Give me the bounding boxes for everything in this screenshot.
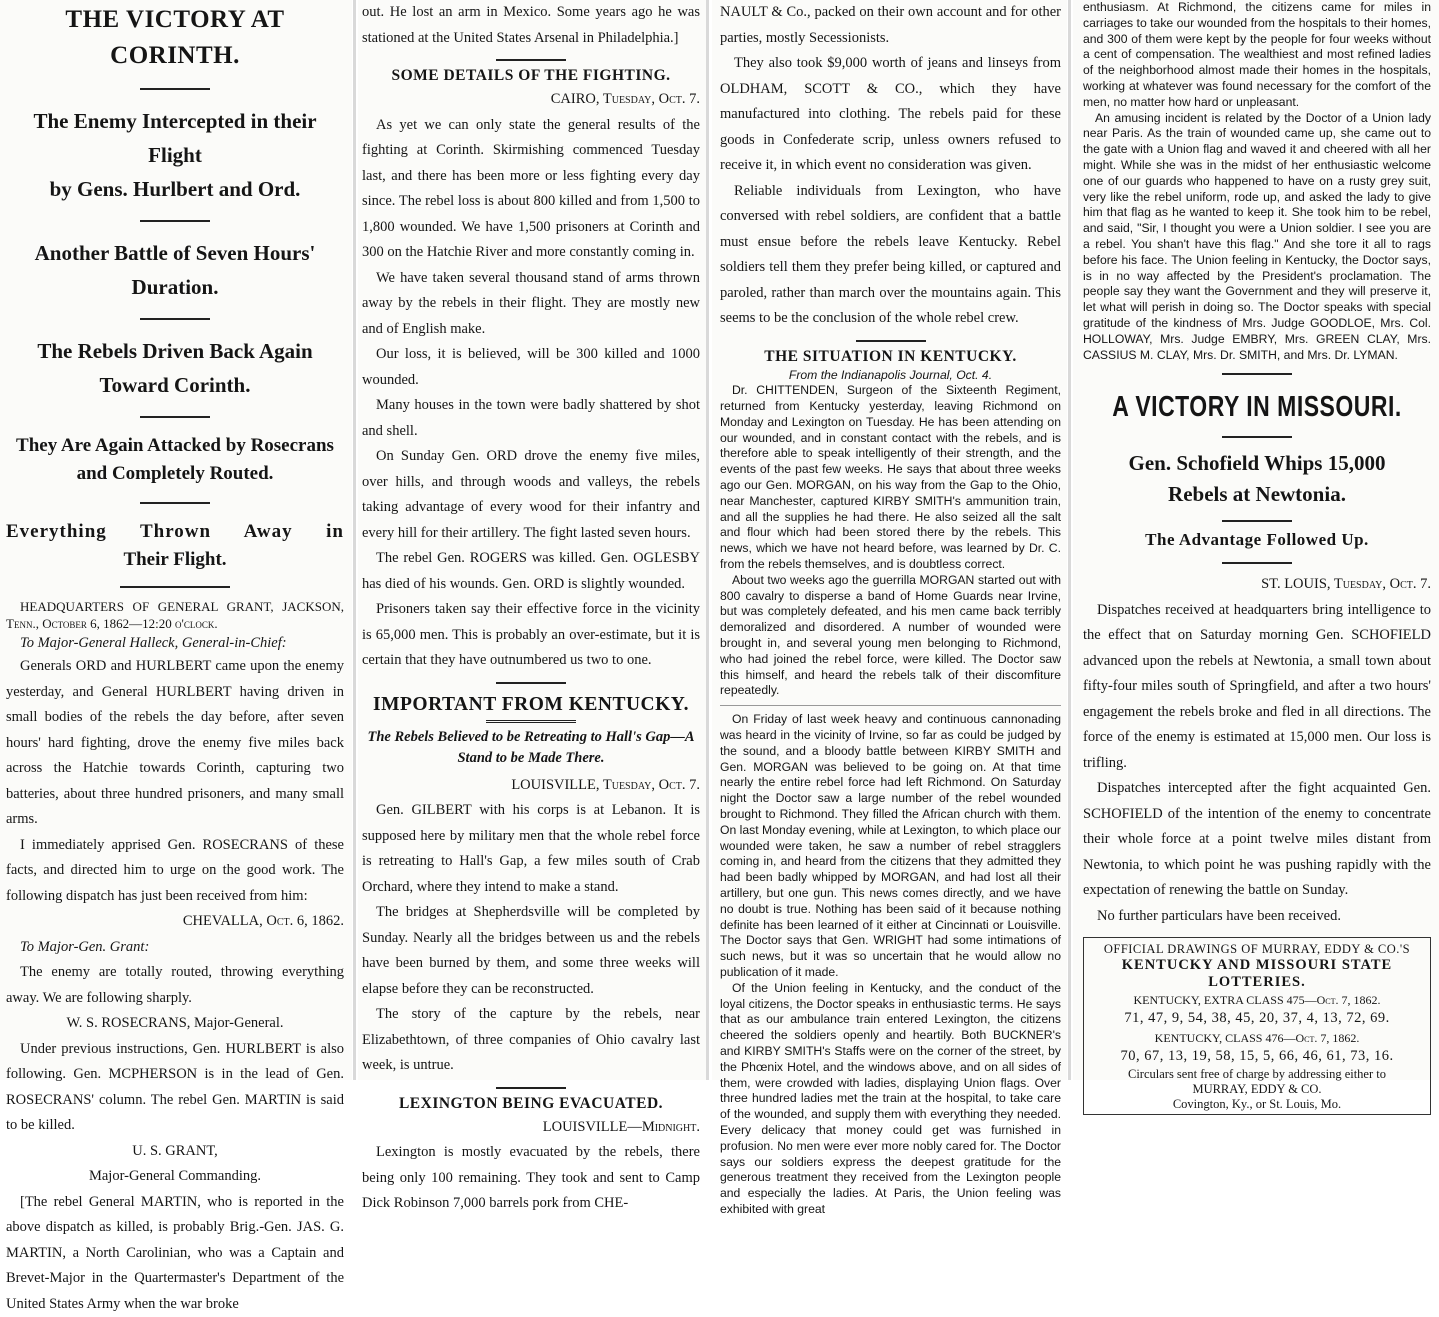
paragraph: Dr. CHITTENDEN, Surgeon of the Sixteenth Regiment, returned from Kentucky yesterday, leaving Richmond on Monday and Lexington on Tuesday. He has been attending on our wounded, and in constant contact with the rebels, and is therefore able to speak intelligently of their strength, and the events of the past few weeks. He says that about three weeks ago our Gen. MORGAN, on his way from the Gap to the Ohio, near Manchester, captured KIRBY SMITH's ammunition train, and all the supplies he had there. He also seized all the salt and flour which had been stored there by the rebels. This news, which we have not heard before, was learned by Dr. C. from the rebels themselves, and is doubtless correct. — [720, 383, 1061, 573]
paragraph: Gen. GILBERT with his corps is at Lebanon. It is supposed here by military men that the whole rebel force is retreating to Hall's Gap, a few miles south of Crab Orchard, where they intend to make a stand. — [362, 798, 700, 900]
deck-line: The Enemy Intercepted in their Flight — [33, 109, 316, 167]
paragraph: Dispatches intercepted after the fight acquainted Gen. SCHOFIELD of the intention of the enemy to concentrate their whole force at a point twelve miles distant from Newtonia, to which point he was pushing rapidly with the expectation of renewing the battle on Sunday. — [1083, 776, 1431, 904]
column-missouri — [1073, 0, 1439, 1080]
signature-grant-title: Major-General Commanding. — [6, 1164, 344, 1190]
deck-their-flight: Their Flight. — [6, 546, 344, 574]
rule — [120, 586, 230, 588]
rule — [1222, 562, 1292, 564]
paragraph: out. He lost an arm in Mexico. Some years ago he was stationed at the United States Arsenal in Philadelphia.] — [362, 0, 700, 51]
headline-important-kentucky: IMPORTANT FROM KENTUCKY. — [362, 694, 700, 716]
salutation-grant: To Major-Gen. Grant: — [6, 935, 344, 961]
deck-line: The Rebels Driven Back Again — [37, 339, 312, 363]
deck-line: They Are Again Attacked by Rosecrans — [16, 435, 334, 456]
column-divider — [353, 0, 356, 1080]
deck-line: by Gens. Hurlbert and Ord. — [50, 177, 301, 201]
lottery-title-2: LOTTERIES. — [1090, 974, 1424, 991]
dateline-st-louis: ST. LOUIS, Tuesday, Oct. 7. — [1083, 572, 1431, 598]
column-divider — [706, 0, 709, 1080]
rule — [140, 318, 210, 320]
column-divider — [1068, 0, 1071, 1080]
signature-rosecrans: W. S. ROSECRANS, Major-General. — [6, 1011, 344, 1037]
rule — [140, 220, 210, 222]
rule — [1222, 373, 1292, 375]
deck-line: Rebels at Newtonia. — [1168, 482, 1346, 506]
paragraph: We have taken several thousand stand of arms thrown away by the rebels in their flight. They are mostly new and of English make. — [362, 266, 700, 343]
paragraph: No further particulars have been received. — [1083, 904, 1431, 930]
deck-line: Toward Corinth. — [100, 373, 251, 397]
dateline-louisville: LOUISVILLE, Tuesday, Oct. 7. — [362, 773, 700, 799]
paragraph: The story of the capture by the rebels, near Elizabethtown, of three companies of Ohio cavalry last week, is untrue. — [362, 1002, 700, 1079]
dateline-louisville-midnight: LOUISVILLE—Midnight. — [362, 1115, 700, 1141]
rule — [1222, 520, 1292, 522]
column-details — [358, 0, 706, 1080]
rule — [496, 59, 566, 61]
lottery-header: OFFICIAL DRAWINGS OF MURRAY, EDDY & CO.'S — [1090, 942, 1424, 957]
column-corinth — [0, 0, 352, 1080]
paragraph: An amusing incident is related by the Doctor of a Union lady near Paris. As the train of wounded came up, she came out to the gate with a Union flag and waved it and cheered with all her might. While she was in the midst of her enthusiastic welcome one of our guards who happened to have on a rusty grey suit, very like the rebel uniform, rode up, and asked the lady to give him that flag as he wanted to keep it. She took him to be rebel, and said, "Sir, I thought you were a Union soldier. I see you are a rebel. You shan't have this flag." And she tore it all to rags before his face. The Union feeling in Kentucky, the Doctor says, is in no way affected by the President's proclamation. The people say they want the Government and they will preserve it, let what will perish in doing so. The Doctor speaks with special gratitude of the kindness of Mrs. Judge GOODLOE, Mrs. Col. HOLLOWAY, Mrs. Judge EMBRY, Mrs. GREEN CLAY, Mrs. CASSIUS M. CLAY, Mrs. Dr. SMITH, and Mrs. Dr. LYMAN. — [1083, 111, 1431, 364]
lottery-firm: MURRAY, EDDY & CO. — [1090, 1082, 1424, 1097]
deck-seven-hours — [6, 236, 344, 304]
headline-lexington-evacuated: LEXINGTON BEING EVACUATED. — [362, 1095, 700, 1113]
paragraph: Lexington is mostly evacuated by the rebels, there being only 100 remaining. They took and sent to Camp Dick Robinson 7,000 barrels pork from CHE- — [362, 1140, 700, 1217]
paragraph: They also took $9,000 worth of jeans and linseys from OLDHAM, SCOTT & CO., which they have manufactured into clothing. The rebels paid for these goods in Confederate scrip, unless owners refused to receive it, in which event no consideration was given. — [720, 51, 1061, 179]
paragraph: Prisoners taken say their effective force in the vicinity is 65,000 men. This is probably an over-estimate, but it is certain that they have outnumbered us two to one. — [362, 597, 700, 674]
paragraph: Dispatches received at headquarters bring intelligence to the effect that on Saturday morning Gen. SCHOFIELD advanced upon the rebels at Newtonia, a small town about fifty-four miles south of Springfield, and after a two hours' engagement the rebels broke and fled in all directions. The force of the enemy is estimated at 15,000 men. Our loss is trifling. — [1083, 598, 1431, 777]
paragraph: About two weeks ago the guerrilla MORGAN started out with 800 cavalry to disperse a band of Home Guards near Irvine, but was completely defeated, and his men came back terribly demoralized and disordered. A number of wounded were brought in, and several young men belonging to Richmond, who had joined the rebel force, were killed. The Doctor saw this himself, and heard the rebels talk of their discomfiture repeatedly. — [720, 573, 1061, 699]
deck-line: Another Battle of Seven Hours' — [35, 241, 316, 265]
deck-everything-thrown-away: Everything Thrown Away in — [6, 518, 344, 546]
paragraph: The enemy are totally routed, throwing everything away. We are following sharply. — [6, 960, 344, 1011]
lottery-numbers-2: 70, 67, 13, 19, 58, 15, 5, 66, 46, 61, 73, 16. — [1090, 1046, 1424, 1067]
paragraph: On Friday of last week heavy and continuous cannonading was heard in the vicinity of Irvine, so far as could be judged by the sound, and a bloody battle between KIRBY SMITH and Gen. MORGAN was believed to be going on. At that time nearly the entire rebel force had left Richmond. On Saturday night the Doctor saw a large number of the rebel wounded brought to Richmond. They filled the African church with them. On last Monday evening, while at Lexington, to which place our wounded were taken, he saw a number of rebel stragglers coming in, and heard from the citizens that they admitted they had been badly whipped by MORGAN, and had lost all their artillery, but one gun. This news comes directly, and we have no doubt is true. Nothing has been said of it because nothing definite has been learned of it either at Cincinnati or Louisville. The Doctor says that Gen. WRIGHT had some intimations of such news, but it was so uncertain that he would allow no publication of it made. — [720, 712, 1061, 981]
deck-rebels-driven-back — [6, 334, 344, 402]
rule — [496, 1087, 566, 1089]
deck-halls-gap: The Rebels Believed to be Retreating to Hall's Gap—A Stand to be Made There. — [362, 727, 700, 769]
lottery-advertisement — [1083, 937, 1431, 1115]
salutation-halleck: To Major-General Halleck, General-in-Chief: — [6, 632, 344, 654]
paragraph: Many houses in the town were badly shattered by shot and shell. — [362, 393, 700, 444]
rule — [140, 502, 210, 504]
paragraph: Reliable individuals from Lexington, who have conversed with rebel soldiers, are confident that a battle must ensue before the rebels leave Kentucky. Rebel soldiers tell them they prefer being killed, or captured and paroled, rather than march over the mountains again. This seems to be the conclusion of the whole rebel crew. — [720, 179, 1061, 332]
paragraph: Generals ORD and HURLBERT came upon the enemy yesterday, and General HURLBERT having driven in small bodies of the rebels the day before, after seven hours' hard fighting, drove the enemy five miles back across the Hatchie towards Corinth, capturing two batteries, about three hundred prisoners, and many small arms. — [6, 654, 344, 833]
headline-details-fighting: SOME DETAILS OF THE FIGHTING. — [362, 67, 700, 85]
headline-victory-missouri: A VICTORY IN MISSOURI. — [1083, 390, 1431, 424]
dateline-chevalla: CHEVALLA, Oct. 6, 1862. — [6, 909, 344, 935]
headline-situation-kentucky: THE SITUATION IN KENTUCKY. — [720, 348, 1061, 366]
paragraph: Under previous instructions, Gen. HURLBERT is also following. Gen. MCPHERSON is in the lead of Gen. ROSECRANS' column. The rebel Gen. MARTIN is said to be killed. — [6, 1037, 344, 1139]
deck-advantage-followed: The Advantage Followed Up. — [1083, 530, 1431, 550]
lottery-class-1: KENTUCKY, EXTRA CLASS 475—Oct. 7, 1862. — [1090, 993, 1424, 1008]
deck-line: and Completely Routed. — [77, 463, 274, 484]
lottery-class-2: KENTUCKY, CLASS 476—Oct. 7, 1862. — [1090, 1031, 1424, 1046]
paragraph: On Sunday Gen. ORD drove the enemy five miles, over hills, and through woods and valleys, the rebels taking advantage of every wood for their infantry and every hill for their artillery. The fight lasted seven hours. — [362, 444, 700, 546]
lottery-address: Covington, Ky., or St. Louis, Mo. — [1090, 1097, 1424, 1112]
rule — [1222, 436, 1292, 438]
headline-victory-corinth: THE VICTORY AT CORINTH. — [6, 2, 344, 74]
lottery-title: KENTUCKY AND MISSOURI STATE — [1090, 957, 1424, 974]
rule — [856, 340, 926, 342]
clipping-fold — [720, 705, 1061, 706]
signature-grant: U. S. GRANT, — [6, 1139, 344, 1165]
deck-schofield — [1083, 448, 1431, 510]
paragraph: As yet we can only state the general results of the fighting at Corinth. Skirmishing commenced Tuesday last, and there has been more or less fighting every day since. The rebel loss is about 800 killed and from 1,500 to 1,800 wounded. We have 1,500 prisoners at Corinth and 300 on the Hatchie River and more constantly coming in. — [362, 113, 700, 266]
paragraph: The rebel Gen. ROGERS was killed. Gen. OGLESBY has died of his wounds. Gen. ORD is slightly wounded. — [362, 546, 700, 597]
paragraph: I immediately apprised Gen. ROSECRANS of these facts, and directed him to urge on the good work. The following dispatch has just been received from him: — [6, 833, 344, 910]
deck-line: Duration. — [132, 275, 219, 299]
rule — [486, 720, 576, 723]
paragraph: enthusiasm. At Richmond, the citizens came for miles in carriages to take our wounded from the hospitals to their homes, and 300 of them were kept by the people for four weeks without a cent of compensation. The wealthiest and most refined ladies of the neighborhood almost made their homes in the hospitals, working at whatever was found necessary for the comfort of the men, no matter how hard or unpleasant. — [1083, 0, 1431, 111]
column-kentucky — [712, 0, 1067, 1080]
deck-line: Gen. Schofield Whips 15,000 — [1129, 451, 1386, 475]
lottery-numbers-1: 71, 47, 9, 54, 38, 45, 20, 37, 4, 13, 72, 69. — [1090, 1008, 1424, 1029]
lottery-circulars: Circulars sent free of charge by addressing either to — [1090, 1067, 1424, 1082]
deck-enemy-intercepted — [6, 104, 344, 206]
dateline-headquarters: HEADQUARTERS OF GENERAL GRANT, JACKSON, Tenn., October 6, 1862—12:20 o'clock. — [6, 598, 344, 632]
paragraph: NAULT & Co., packed on their own account and for other parties, mostly Secessionists. — [720, 0, 1061, 51]
deck-attacked-by-rosecrans — [6, 432, 344, 488]
dateline-cairo: CAIRO, Tuesday, Oct. 7. — [362, 87, 700, 113]
source-line: From the Indianapolis Journal, Oct. 4. — [720, 368, 1061, 384]
rule — [496, 682, 566, 684]
rule — [140, 88, 210, 90]
paragraph: [The rebel General MARTIN, who is reported in the above dispatch as killed, is probably Brig.-Gen. JAS. G. MARTIN, a North Carolinian, who was a Captain and Brevet-Major in the Quartermaster's Department of the United States Army when the war broke — [6, 1190, 344, 1317]
rule — [140, 416, 210, 418]
paragraph: The bridges at Shepherdsville will be completed by Sunday. Nearly all the bridges between us and the rebels have been burned by them, and some three weeks will elapse before they can be reconstructed. — [362, 900, 700, 1002]
paragraph: Our loss, it is believed, will be 300 killed and 1000 wounded. — [362, 342, 700, 393]
paragraph: Of the Union feeling in Kentucky, and the conduct of the loyal citizens, the Doctor speaks in enthusiastic terms. He says that as our ambulance train entered Lexington, the citizens cheered the soldiers openly and heartily. Both BUCKNER's and KIRBY SMITH's Staffs were on the corner of the street, by the Phœnix Hotel, and the windows above, and on all sides of them, were crowded with ladies, displaying Union flags. Over three hundred ladies met the train at the hospital, to take care of the wounded, and supply them with everything they needed. Every delicacy that money could get was furnished in profusion. No men were ever more nobly cared for. The Doctor says our soldiers express the deepest gratitude for the generous treatment they received from the Lexington people and especially the ladies. At Paris, the Union feeling was exhibited with great — [720, 981, 1061, 1218]
